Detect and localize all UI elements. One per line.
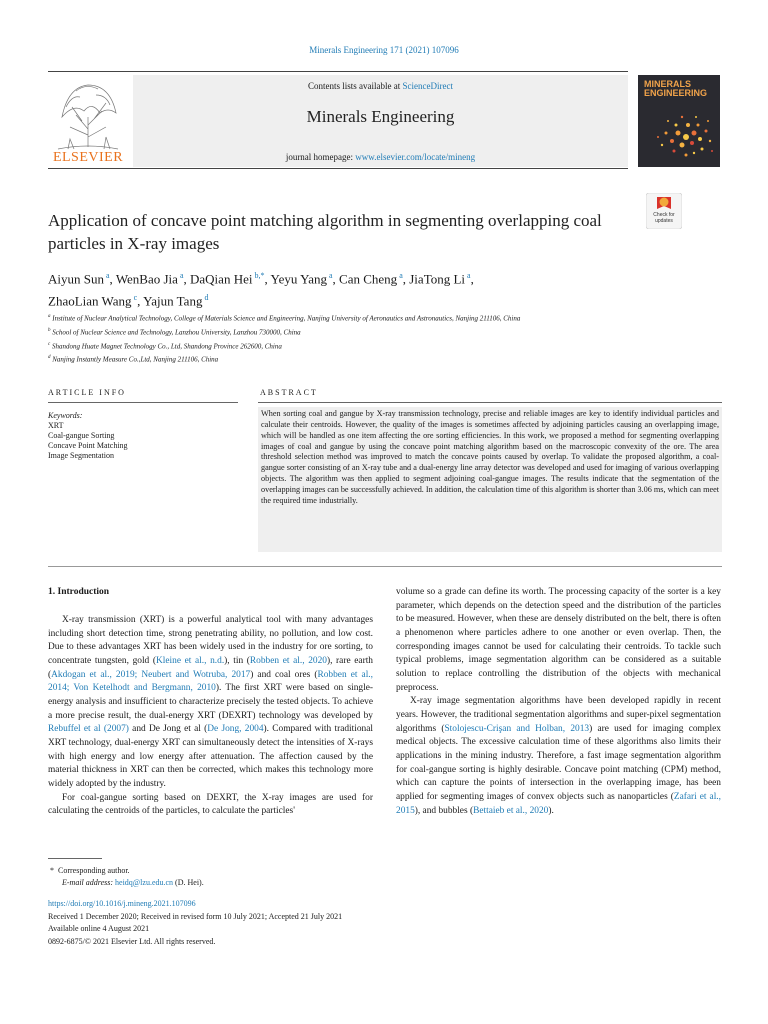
author-separator: , xyxy=(470,271,474,287)
citation-link[interactable]: Stolojescu-Crişan and Holban, 2013 xyxy=(444,723,590,734)
contents-line xyxy=(133,81,628,91)
check-label-line-2: updates xyxy=(655,218,673,224)
journal-cover-thumbnail[interactable] xyxy=(638,75,720,167)
affiliation-mark: b xyxy=(48,327,51,333)
citation-link[interactable]: Akdogan et al., 2019; Neubert and Wotruba, 2017 xyxy=(51,669,251,680)
right-paragraph-1: volume so a grade can define its worth. The processing capacity of the sorter is a key parameter, which depends on the detection speed and the distribution of the particles to be measured. However, when these are densely distributed on the belt, there is often a phenomenon where particles adhere to one another or even overlap. Then, the corresponding images cannot be used for calculating their centroids. To tackle such typical problems, image segmentation algorithm can be considered as a suitable solution to replace controlling the distribution of the objects with mechanical preprocess. xyxy=(396,587,721,693)
citation-link[interactable]: De Jong, 2004 xyxy=(207,724,264,735)
footnote-rule xyxy=(48,858,102,859)
citation-link[interactable]: Robben et al., 2014; Von Ketelhodt and Bergmann, 2010 xyxy=(48,669,373,694)
author-affiliation-mark[interactable]: a xyxy=(465,271,471,280)
author-affiliation-mark[interactable]: d xyxy=(202,293,209,303)
corresponding-text: Corresponding author. xyxy=(58,866,130,875)
article-info-rule xyxy=(48,402,238,403)
header-top-rule xyxy=(48,71,628,72)
sciencedirect-link[interactable]: ScienceDirect xyxy=(402,81,453,91)
journal-name[interactable]: Minerals Engineering xyxy=(306,107,455,126)
paragraph-text: ), and bubbles ( xyxy=(414,805,474,816)
paragraph-text: ), tin ( xyxy=(224,655,250,666)
affiliation-text: Nanjing Instantly Measure Co.,Ltd, Nanjing 211106, China xyxy=(50,355,219,364)
author-affiliation-mark[interactable]: a xyxy=(103,271,110,280)
author-separator: , xyxy=(137,293,144,309)
header-bottom-rule xyxy=(48,168,628,169)
left-paragraph-1 xyxy=(48,614,373,792)
author-separator: , xyxy=(109,271,116,287)
author-name[interactable]: Aiyun Sun xyxy=(48,271,104,287)
affiliation-list xyxy=(48,311,728,366)
contents-prefix: Contents lists available at xyxy=(308,81,403,91)
affiliation-item xyxy=(48,325,728,339)
cover-title-line-2: ENGINEERING xyxy=(644,88,708,98)
author-separator: , xyxy=(332,271,340,287)
journal-header-band xyxy=(133,75,628,167)
email-label: E-mail address: xyxy=(62,878,116,887)
cover-dot-pattern xyxy=(638,75,720,167)
paragraph-text: ). xyxy=(548,805,554,816)
citation-link[interactable]: Kleine et al., n.d. xyxy=(156,655,225,666)
author-name[interactable]: WenBao Jia xyxy=(115,271,178,287)
footnote-block xyxy=(50,865,450,889)
article-title: Application of concave point matching algorithm in segmenting overlapping coal particles in X-ray images xyxy=(48,211,602,253)
paragraph-text: ). The first XRT were based on single-energy analysis and insufficient to characterize precisely the tested objects. To achieve a more precise result, the dual-energy XRT (DEXRT) technology was developed by xyxy=(48,683,373,721)
right-paragraph-2 xyxy=(396,695,721,818)
cover-title-line-1: MINERALS xyxy=(644,79,691,89)
author-affiliation-mark[interactable]: a xyxy=(326,271,333,280)
affiliation-item xyxy=(48,352,728,366)
citation-link[interactable]: Robben et al., 2020 xyxy=(249,655,327,666)
author-affiliation-mark[interactable]: a xyxy=(177,271,184,280)
check-label-line-1: Check for xyxy=(653,212,675,218)
author-separator: , xyxy=(402,271,410,287)
author-separator: , xyxy=(183,271,191,287)
affiliation-mark: d xyxy=(48,355,51,361)
right-column xyxy=(396,586,721,818)
keywords-label: Keywords: xyxy=(48,411,83,420)
keyword-item: Image Segmentation xyxy=(48,451,114,460)
citation-link[interactable]: Zafari et al., 2015 xyxy=(396,791,721,816)
author-affiliation-mark[interactable]: b,* xyxy=(252,271,265,280)
affiliation-mark: a xyxy=(48,314,51,319)
paragraph-text: ) and coal ores ( xyxy=(250,669,318,680)
author-name[interactable]: ZhaoLian Wang xyxy=(48,293,132,309)
keyword-item: XRT xyxy=(48,421,64,430)
homepage-prefix: journal homepage: xyxy=(285,152,356,162)
author-name[interactable]: Yeyu Yang xyxy=(270,271,327,287)
affiliation-mark: c xyxy=(48,341,51,347)
corresponding-author-note xyxy=(50,865,450,877)
check-for-updates-label xyxy=(642,212,686,224)
paragraph-text: ). Compared with traditional XRT technology, dual-energy XRT can simultaneously detect the intensities of X-rays with high energy and low energy after attenuation. The affection caused by the material thickness in XRT can then be corrected, which makes this technology more widely adopted by the industry. xyxy=(48,724,374,789)
abstract-rule xyxy=(258,402,722,403)
author-name[interactable]: DaQian Hei xyxy=(190,271,253,287)
corresponding-mark: * xyxy=(50,866,54,875)
keyword-item: Concave Point Matching xyxy=(48,441,128,450)
journal-reference[interactable]: Minerals Engineering 171 (2021) 107096 xyxy=(309,45,459,55)
affiliation-text: Shandong Huate Magnet Technology Co., Ltd, Shandong Province 262600, China xyxy=(50,341,282,350)
doi-link[interactable]: https://doi.org/10.1016/j.mineng.2021.107096 xyxy=(48,899,196,908)
author-list xyxy=(48,266,728,311)
citation-link[interactable]: Bettaieb et al., 2020 xyxy=(473,805,549,816)
affiliation-item xyxy=(48,339,728,353)
email-link[interactable]: heidq@lzu.edu.cn xyxy=(115,878,174,887)
paragraph-text: and De Jong et al ( xyxy=(128,724,208,735)
paragraph-text: X-ray image segmentation algorithms have been developed rapidly in recent years. However, the traditional segmentation algorithms and super-pixel segmentation algorithms ( xyxy=(396,696,721,734)
section-1-heading: 1. Introduction xyxy=(48,587,110,597)
abstract-heading: ABSTRACT xyxy=(260,388,318,397)
homepage-link[interactable]: www.elsevier.com/locate/mineng xyxy=(355,152,476,162)
paragraph-text: X-ray transmission (XRT) is a powerful analytical tool with many advantages including short detection time, strong penetrating ability, no pollution, and low cost. Due to these advantages XRT has been widely used in the industry for ore sorting, to concentrate tungsten, gold ( xyxy=(48,615,373,666)
citation-link[interactable]: Rebuffel et al (2007) xyxy=(48,724,129,735)
affiliation-text: School of Nuclear Science and Technology, Lanzhou University, Lanzhou 730000, China xyxy=(50,328,301,337)
author-name[interactable]: JiaTong Li xyxy=(409,271,466,287)
author-separator: , xyxy=(264,271,271,287)
author-affiliation-mark[interactable]: a xyxy=(397,271,403,280)
journal-homepage-line xyxy=(133,152,628,162)
publisher-wordmark[interactable]: ELSEVIER xyxy=(52,150,124,165)
article-info-heading: ARTICLE INFO xyxy=(48,388,126,397)
affiliation-item xyxy=(48,311,728,325)
left-column xyxy=(48,614,373,819)
abstract-bottom-rule xyxy=(48,566,722,567)
copyright-line: 0892-6875/© 2021 Elsevier Ltd. All rights reserved. xyxy=(48,936,216,946)
author-name[interactable]: Yajun Tang xyxy=(143,293,203,309)
affiliation-text: Institute of Nuclear Analytical Technology, College of Materials Science and Engineering, Nanjing University of Aeronautics and Astronautics, Nanjing 211106, China xyxy=(50,314,521,323)
abstract-text: When sorting coal and gangue by X-ray transmission technology, precise and reliable images are key to identify individual particles and calculate their centroids. However, the quality of the images is sometimes affected by adjoining particles causing an overlapping image, which will be handled as one item affecting the ore sorting efficiencies. In this work, we proposed a method for segmenting overlapping images of coal and gangue by using the concave point matching algorithm based on the macroscopic convexity of the ore. The area threshold selection method was improved to match the concave points caused by overlap. To validate the proposed algorithm, a coal-gangue sorter consisting of an X-ray tube and a dual-energy line array detector was developed and used for imaging of various overlapping objects. The algorithm was then applied to segment adjoining coal-gangue images. The results indicate that the segmentation of the overlapping images can be successfully achieved. In addition, the calculation time of this algorithm is shorter than 3.06 ms, which can meet the required time industrially. xyxy=(261,409,719,505)
paragraph-text: ) are used for imaging complex medical objects. The excessive calculation time of these algorithms also limits their applications in the mining industry. Therefore, a fast image segmentation algorithm for coal-gangue sorting is highly desirable. Concave point matching (CPM) method, which can capture the points of intersection in the overlapping image, has been applied for segmenting images of convex objects such as nanoparticles ( xyxy=(396,723,721,802)
author-affiliation-mark[interactable]: c xyxy=(131,293,138,303)
left-paragraph-2: For coal-gangue sorting based on DEXRT, the X-ray images are used for calculating the centroids of the particles, to calculate the particles' xyxy=(48,792,373,817)
paragraph-text: ), rare earth ( xyxy=(48,655,373,680)
author-name[interactable]: Can Cheng xyxy=(339,271,398,287)
available-online: Available online 4 August 2021 xyxy=(48,924,150,933)
keywords-block xyxy=(48,411,228,461)
keyword-item: Coal-gangue Sorting xyxy=(48,431,115,440)
publication-info xyxy=(48,898,648,948)
received-dates: Received 1 December 2020; Received in revised form 10 July 2021; Accepted 21 July 2021 xyxy=(48,911,343,921)
email-note xyxy=(50,877,450,889)
email-suffix: (D. Hei). xyxy=(173,878,204,887)
